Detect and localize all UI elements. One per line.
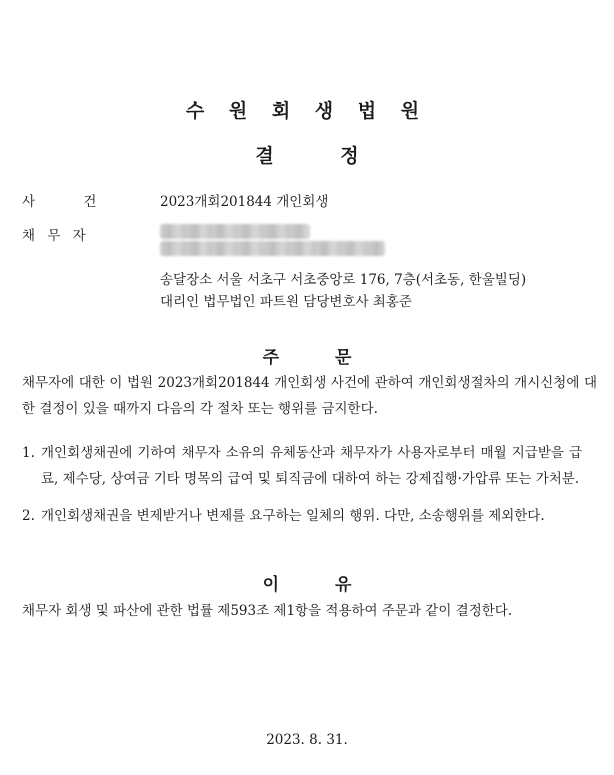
order-item-text: 개인회생채권에 기하여 채무자 소유의 유체동산과 채무자가 사용자로부터 매월 지급받을 급료, 제수당, 상여금 기타 명목의 급여 및 퇴직금에 대하여 하는 강제집행·가압류 또는 가처분. (41, 445, 582, 487)
case-number: 2023개회201844 개인회생 (160, 194, 329, 210)
redacted-debtor-name (160, 224, 310, 239)
order-item-1 (22, 440, 582, 492)
case-label: 사 건 (22, 194, 97, 210)
order-item-number: 1. (22, 445, 35, 461)
court-name: 수 원 회 생 법 원 (185, 100, 429, 122)
order-item-number: 2. (22, 508, 35, 524)
decision-date: 2023. 8. 31. (266, 732, 348, 748)
order-item-text: 개인회생채권을 변제받거나 변제를 요구하는 일체의 행위. 다만, 소송행위를 제외한다. (41, 508, 545, 524)
debtor-label: 채 무 자 (22, 228, 86, 244)
order-intro-paragraph: 채무자에 대한 이 법원 2023개회201844 개인회생 사건에 관하여 개인회생절차의 개시신청에 대한 결정이 있을 때까지 다음의 각 절차 또는 행위를 금지한다. (22, 375, 597, 417)
order-section-title: 주 문 (262, 348, 352, 368)
reason-paragraph: 채무자 회생 및 파산에 관한 법률 제593조 제1항을 적용하여 주문과 같이 결정한다. (22, 603, 513, 619)
order-item-2 (22, 503, 582, 529)
debtor-agent: 대리인 법무법인 파트원 담당변호사 최홍준 (160, 294, 412, 310)
redacted-debtor-address (160, 241, 385, 256)
reason-section-title: 이 유 (262, 575, 352, 595)
service-address: 송달장소 서울 서초구 서초중앙로 176, 7층(서초동, 한울빌딩) (160, 272, 527, 288)
document-type-title: 결 정 (255, 145, 359, 167)
